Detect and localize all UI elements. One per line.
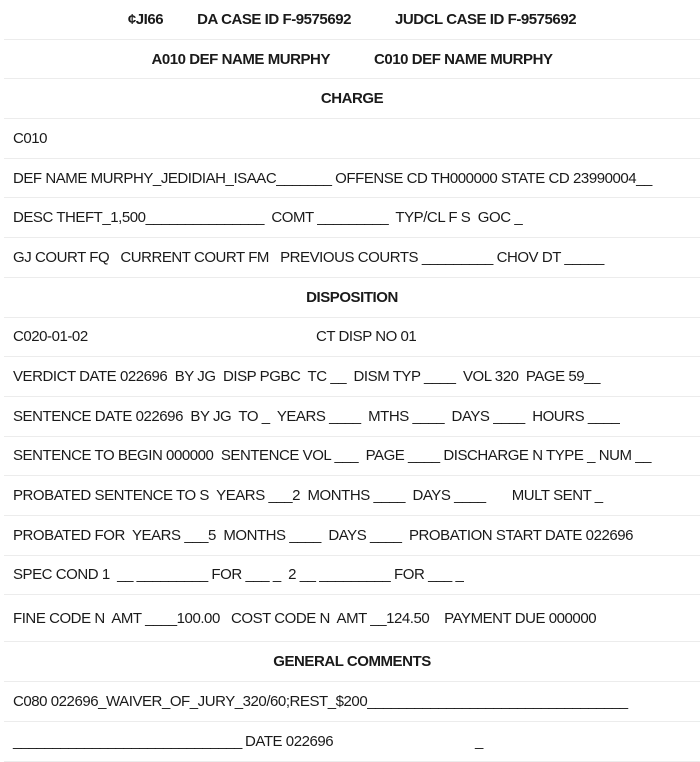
sentence-line: SENTENCE DATE 022696 BY JG TO _ YEARS ____ MTHS ____ DAYS ____ HOURS ____	[13, 407, 620, 425]
spec-cond-row	[4, 556, 700, 596]
screen-id: ¢JI66	[127, 10, 164, 28]
comment-blank-field: _____________________________	[13, 732, 242, 750]
judcl-case-id: JUDCL CASE ID F-9575692	[395, 10, 577, 28]
def-name-offense-line: DEF NAME MURPHY_JEDIDIAH_ISAAC_______ OFFENSE CD TH000000 STATE CD 23990004__	[13, 169, 652, 187]
disposition-section-header	[4, 278, 700, 318]
verdict-line: VERDICT DATE 022696 BY JG DISP PGBC TC __ DISM TYP ____ VOL 320 PAGE 59__	[13, 368, 600, 386]
a010-def-name: A010 DEF NAME MURPHY	[151, 50, 330, 68]
probated-sentence-line: PROBATED SENTENCE TO S YEARS ___2 MONTHS ____ DAYS ____ MULT SENT _	[13, 487, 603, 505]
disposition-code-row	[4, 318, 700, 358]
comment-date: DATE 022696	[245, 732, 334, 750]
general-comments-section-header	[4, 642, 700, 682]
probated-for-line: PROBATED FOR YEARS ___5 MONTHS ____ DAYS ____ PROBATION START DATE 022696	[13, 526, 634, 544]
c010-def-name: C010 DEF NAME MURPHY	[374, 50, 553, 68]
general-comments-title: GENERAL COMMENTS	[273, 653, 431, 671]
case-id-row	[4, 0, 700, 40]
sentence-row	[4, 397, 700, 437]
charge-code: C010	[13, 129, 48, 147]
defendant-name-row	[4, 40, 700, 80]
comment-trailing-field: _	[475, 732, 483, 750]
sentence-begin-line: SENTENCE TO BEGIN 000000 SENTENCE VOL ___ PAGE ____ DISCHARGE N TYPE _ NUM __	[13, 447, 652, 465]
sentence-begin-row	[4, 437, 700, 477]
comment-line: C080 022696_WAIVER_OF_JURY_320/60;REST_$200_________________________________	[13, 693, 628, 711]
court-line: GJ COURT FQ CURRENT COURT FM PREVIOUS COURTS _________ CHOV DT _____	[13, 248, 604, 266]
comment-row	[4, 682, 700, 722]
charge-section-header	[4, 79, 700, 119]
disposition-title: DISPOSITION	[306, 288, 398, 306]
probated-for-row	[4, 516, 700, 556]
da-case-id: DA CASE ID F-9575692	[197, 10, 351, 28]
spec-cond-line: SPEC COND 1 __ _________ FOR ___ _ 2 __ _________ FOR ___ _	[13, 566, 464, 584]
charge-desc-row	[4, 198, 700, 238]
probated-sentence-row	[4, 476, 700, 516]
charge-court-row	[4, 238, 700, 278]
charge-def-name-row	[4, 159, 700, 199]
ct-disp-no: CT DISP NO 01	[316, 328, 417, 346]
comment-date-row	[4, 722, 700, 762]
fine-line: FINE CODE N AMT ____100.00 COST CODE N AMT __124.50 PAYMENT DUE 000000	[13, 609, 597, 627]
disposition-code: C020-01-02	[13, 328, 88, 346]
charge-code-row	[4, 119, 700, 159]
verdict-row	[4, 357, 700, 397]
desc-line: DESC THEFT_1,500_______________ COMT _________ TYP/CL F S GOC _	[13, 209, 523, 227]
fine-cost-row	[4, 595, 700, 642]
charge-title: CHARGE	[320, 90, 384, 108]
